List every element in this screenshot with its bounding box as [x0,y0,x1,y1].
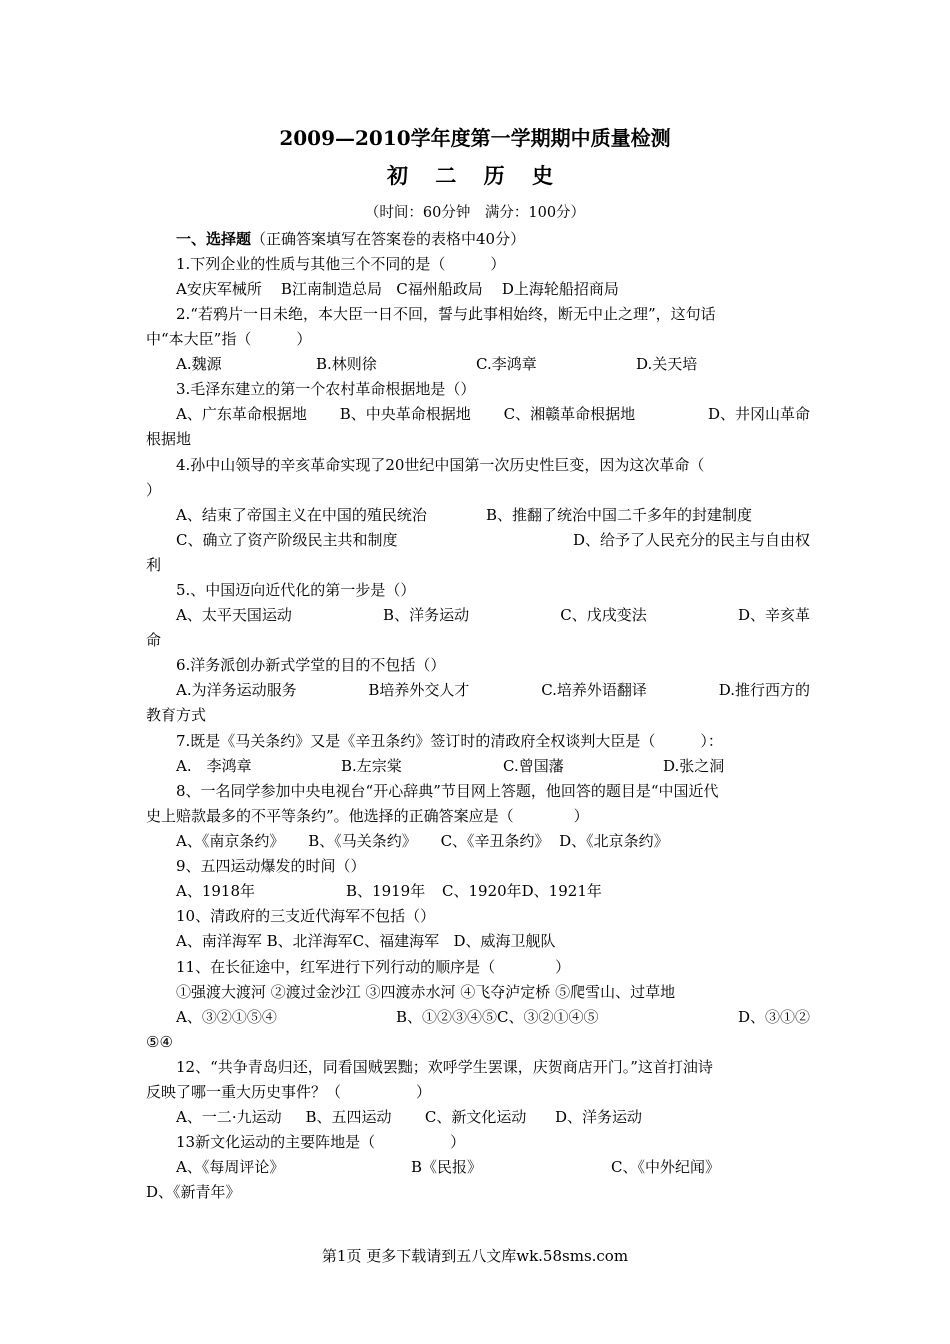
q8-option-c: C、《辛丑条约》 [440,832,550,850]
q8-option-d: D、《北京条约》 [559,832,669,850]
q13-option-a: A、《每周评论》 [176,1158,285,1176]
q7-option-a: A. 李鸿章 [176,757,252,775]
q4-options-ab [176,505,810,525]
q1-option-d: D上海轮船招商局 [501,280,619,298]
subject-title: 初 二 历 史 [387,163,563,188]
q8-options [176,831,810,851]
q13-stem: 13新文化运动的主要阵地是（ ） [176,1133,466,1151]
q8-stem-line1: 8、一名同学参加中央电视台“开心辞典”节目网上答题，他回答的题目是“中国近代 [176,782,719,800]
q5-option-b: B、洋务运动 [383,606,470,624]
exam-title: 2009—2010学年度第一学期期中质量检测 [279,126,671,150]
q11-options [176,1007,810,1027]
q2-option-b: B.林则徐 [316,355,377,373]
q11-option-a: A、③②①⑤④ [176,1008,277,1026]
q4-options-cd [176,530,810,550]
q3-option-b: B、中央革命根据地 [339,405,471,423]
q10-option-b: B、北洋海军 [266,932,353,950]
q10-options [176,931,810,951]
q9-option-a: A、1918年 [176,882,256,900]
q12-option-b: B、五四运动 [305,1108,392,1126]
q10-option-a: A、南洋海军 [176,932,262,950]
q4-option-c: C、确立了资产阶级民主共和制度 [176,531,398,549]
q7-option-c: C.曾国藩 [503,757,564,775]
q1-option-b: B江南制造总局 [280,280,382,298]
q7-options [176,756,810,776]
q12-option-d: D、洋务运动 [554,1108,642,1126]
exam-meta: （时间：60分钟 满分：100分） [364,205,586,221]
q5-option-a: A、太平天国运动 [176,606,292,624]
q10-option-d: D、威海卫舰队 [453,932,556,950]
q2-stem-line1: 2.“若鸦片一日未绝，本大臣一日不回，誓与此事相始终，断无中止之理”，这句话 [176,305,716,323]
q8-stem-line2: 史上赔款最多的不平等条约”。他选择的正确答案应是（ ） [146,807,589,825]
q4-option-a: A、结束了帝国主义在中国的殖民统治 [176,506,427,524]
section-heading [176,229,810,249]
q2-options [176,354,810,374]
q2-stem-line2: 中“本大臣”指（ ） [146,330,312,348]
q13-option-c: C、《中外纪闻》 [611,1158,720,1176]
q4-stem-line1: 4.孙中山领导的辛亥革命实现了20世纪中国第一次历史性巨变，因为这次革命（ [176,456,705,474]
q12-option-c: C、新文化运动 [424,1108,527,1126]
q6-options [176,680,810,700]
q13-option-b: B《民报》 [411,1158,483,1176]
q2-option-c: C.李鸿章 [476,355,537,373]
q3-option-c: C、湘赣革命根据地 [503,405,636,423]
section-note: （正确答案填写在答案卷的表格中40分） [251,230,526,248]
q5-option-c: C、戊戌变法 [560,606,647,624]
q2-option-d: D.关天培 [636,355,698,373]
q3-option-d-cont: 根据地 [146,430,192,448]
q6-option-c: C.培养外语翻译 [541,681,647,699]
q8-option-a: A、《南京条约》 [176,832,285,850]
q6-option-d: D.推行西方的 [718,681,810,699]
q13-option-d: D、《新青年》 [146,1183,241,1201]
q11-option-d-cont: ⑤④ [146,1033,173,1051]
q7-stem: 7.既是《马关条约》又是《辛丑条约》签订时的清政府全权谈判大臣是（ ）： [176,732,723,750]
q1-stem: 1.下列企业的性质与其他三个不同的是（ ） [176,255,506,273]
q12-stem-line2: 反映了哪一重大历史事件？（ ） [146,1083,432,1101]
q11-option-c: C、③②①④⑤ [497,1008,599,1026]
q2-option-a: A.魏源 [176,355,222,373]
q9-option-d: D、1921年 [521,882,602,900]
q6-option-b: B培养外交人才 [368,681,470,699]
q5-stem: 5.、中国迈向近代化的第一步是（） [176,581,416,599]
q11-items: ①强渡大渡河 ②渡过金沙江 ③四渡赤水河 ④飞夺泸定桥 ⑤爬雪山、过草地 [176,983,676,1001]
q1-option-a: A安庆军械所 [176,280,262,298]
q4-stem-line2: ） [146,481,162,499]
q1-options [176,279,810,299]
q8-option-b: B、《马关条约》 [308,832,417,850]
q11-option-d: D、③①② [737,1008,810,1026]
q9-stem: 9、五四运动爆发的时间（） [176,857,366,875]
q5-option-d-cont: 命 [146,631,162,649]
q4-option-b: B、推翻了统治中国二千多年的封建制度 [486,506,753,524]
q12-options [176,1107,810,1127]
q1-option-c: C福州船政局 [396,280,483,298]
q12-option-a: A、一二·九运动 [176,1108,282,1126]
q6-option-a: A.为洋务运动服务 [176,681,297,699]
q6-option-d-cont: 教育方式 [146,706,207,724]
q3-stem: 3.毛泽东建立的第一个农村革命根据地是（） [176,380,476,398]
q4-option-d: D、给予了人民充分的民主与自由权 [572,531,810,549]
q9-option-b: B、1919年 [346,882,426,900]
q11-stem: 11、在长征途中，红军进行下列行动的顺序是（ ） [176,958,571,976]
page-footer: 第1页 更多下载请到五八文库wk.58sms.com [321,1247,629,1265]
q9-option-c: C、1920年 [442,882,522,900]
q3-option-d: D、井冈山革命 [707,405,810,423]
q12-stem-line1: 12、“共争青岛归还，同看国贼罢黜；欢呼学生罢课，庆贺商店开门。”这首打油诗 [176,1058,713,1076]
q11-option-b: B、①②③④⑤ [396,1008,498,1026]
q3-option-a: A、广东革命根据地 [176,405,307,423]
q6-stem: 6.洋务派创办新式学堂的目的不包括（） [176,656,446,674]
q7-option-b: B.左宗棠 [341,757,402,775]
q3-options [176,404,810,424]
q5-options [176,605,810,625]
section-title: 一、选择题 [176,230,252,248]
q9-options [176,881,810,901]
q10-option-c: C、福建海军 [352,932,440,950]
q7-option-d: D.张之洞 [663,757,725,775]
q13-options [176,1157,810,1177]
q5-option-d: D、辛亥革 [737,606,810,624]
q4-option-d-cont: 利 [146,556,162,574]
q10-stem: 10、清政府的三支近代海军不包括（） [176,907,436,925]
